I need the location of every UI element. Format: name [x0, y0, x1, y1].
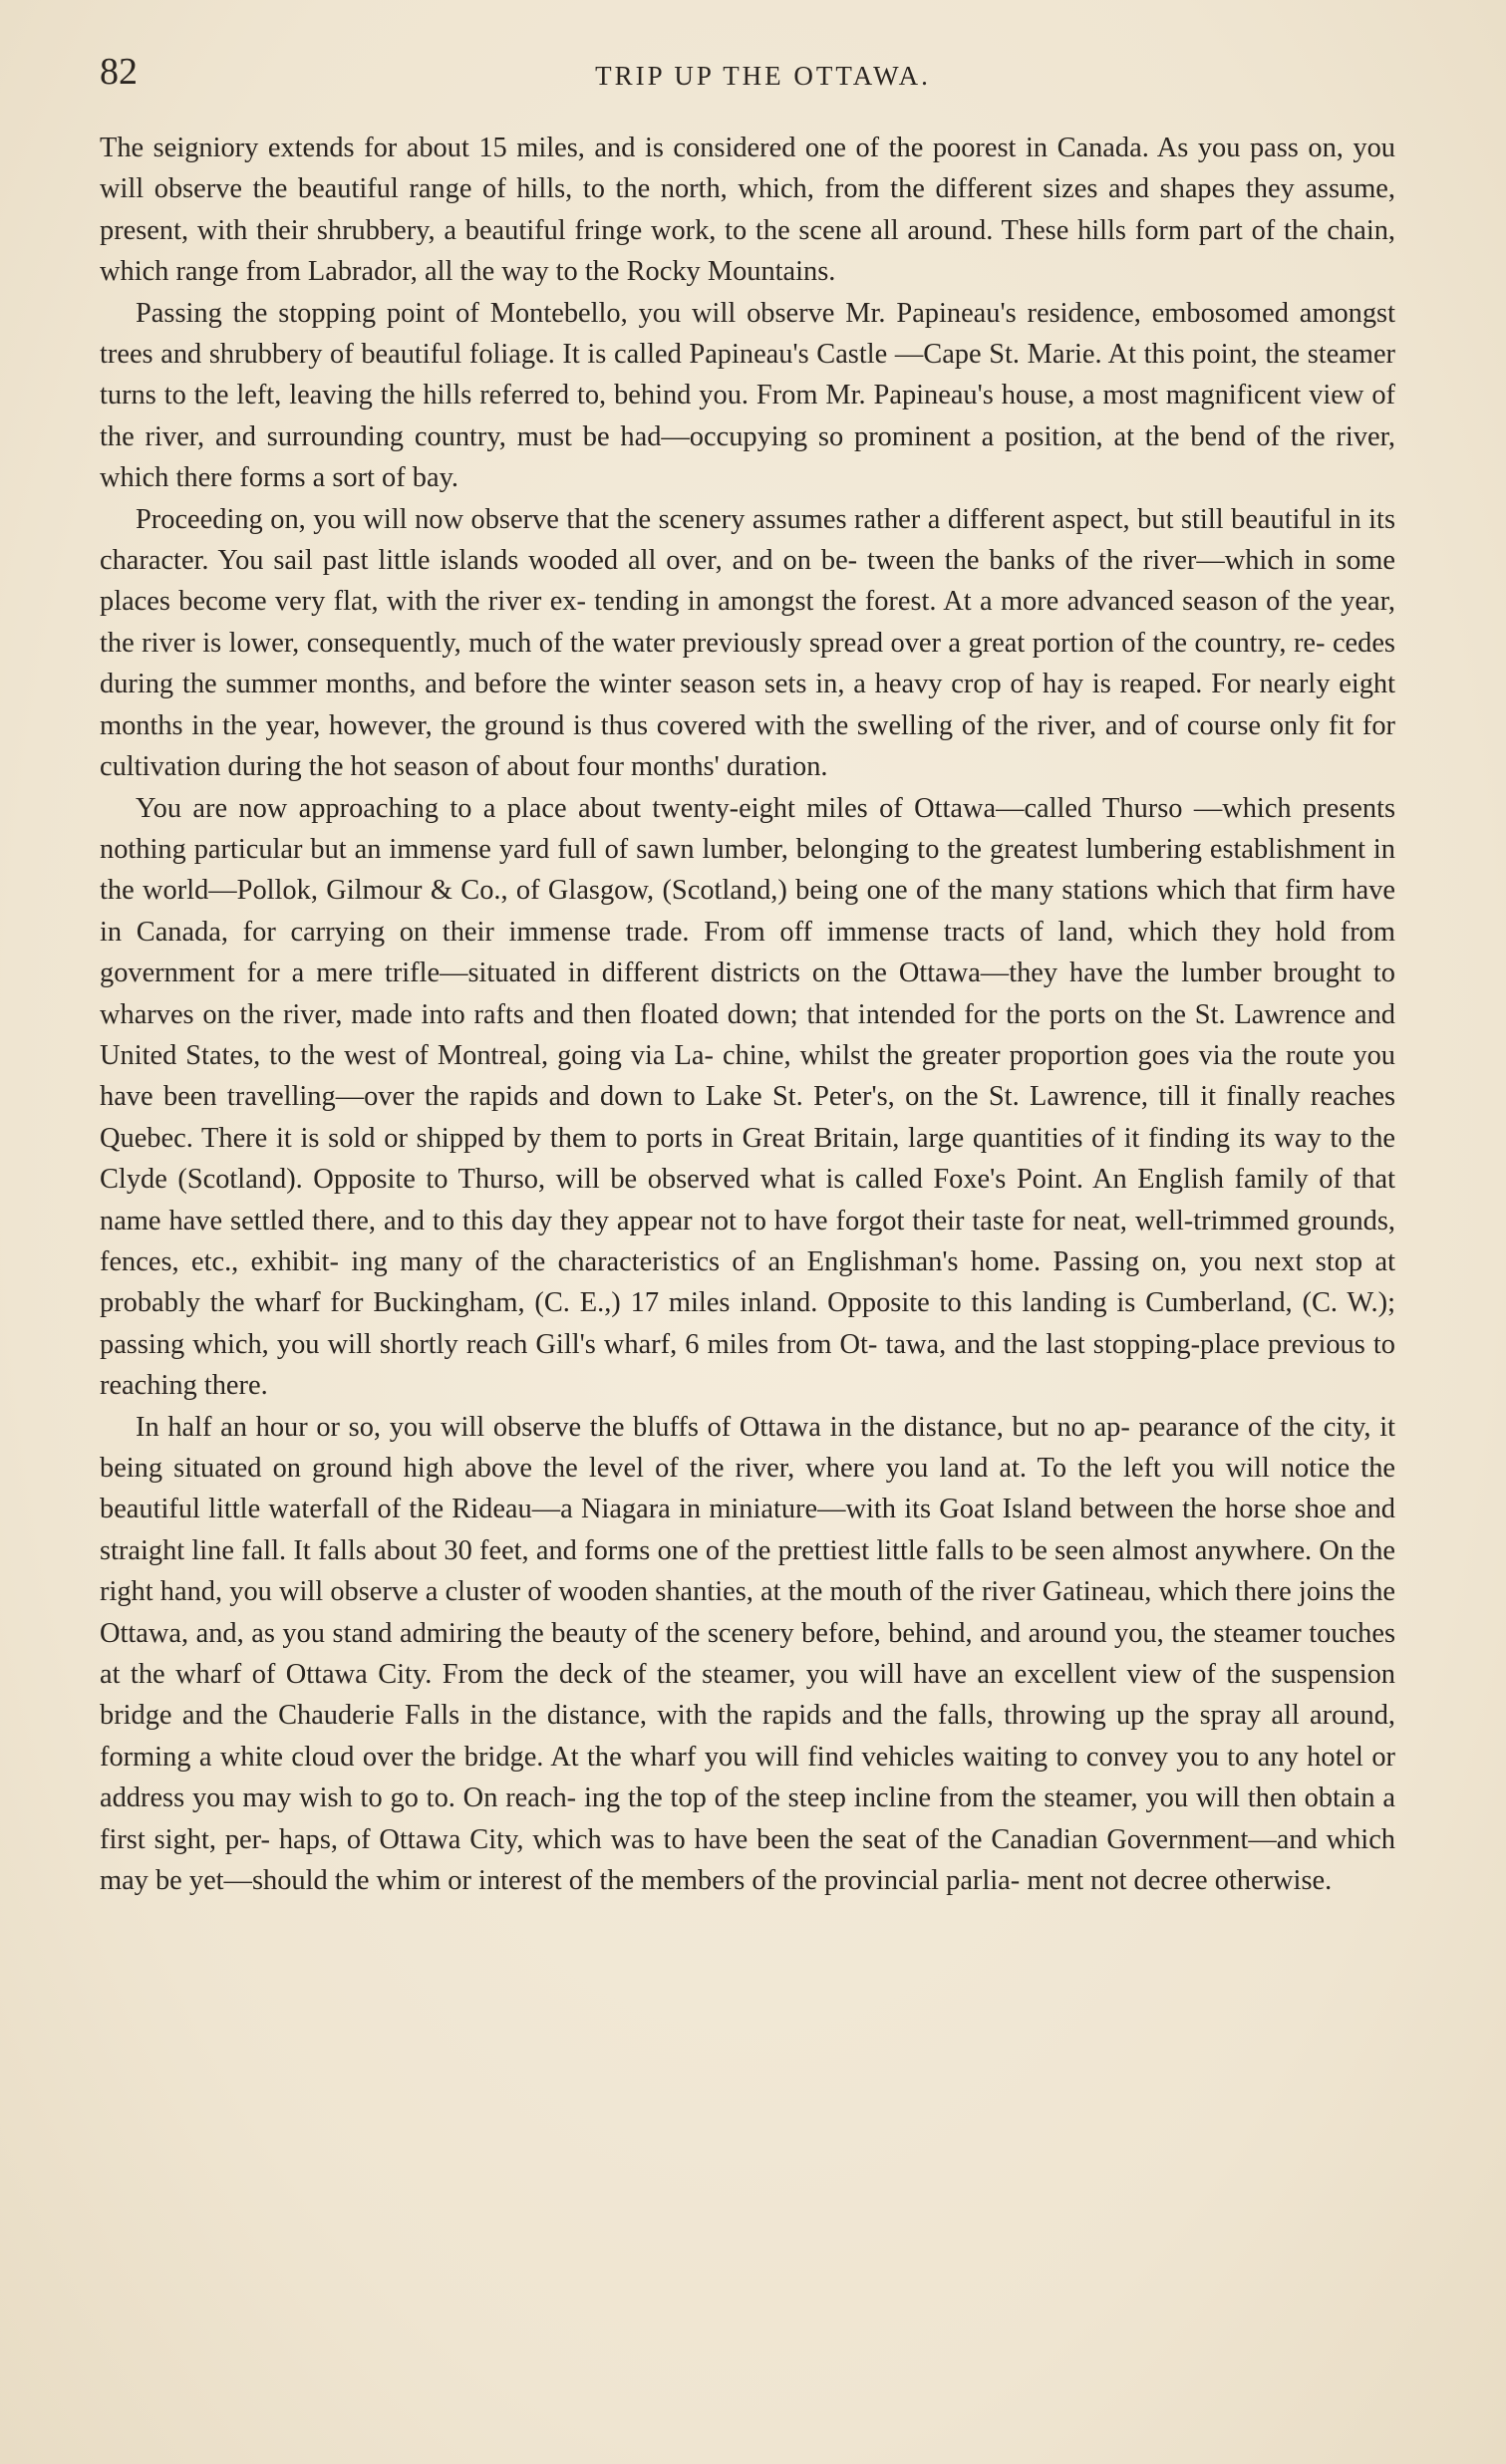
paragraph-seigniory: The seigniory extends for about 15 miles, and is considered one of the poorest in Canada. As you pass on, you will observe the beautiful range of hills, to the north, which, from the different sizes and shapes they assume, present, with their shrubbery, a beautiful fringe work, to the scene all around. These hills form part of the chain, which range from Labrador, all the way to the Rocky Mountains. — [100, 133, 1395, 288]
page-number: 82 — [100, 51, 138, 93]
running-title: TRIP UP THE OTTAWA. — [595, 61, 931, 91]
paragraph-montebello: Passing the stopping point of Montebello, you will observe Mr. Papineau's residence, embosomed amongst trees and shrubbery of beautiful foliage. It is called Papineau's Castle —Cape St. Marie. At this point, the steamer turns to the left, leaving the hills referred to, behind you. From Mr. Papineau's house, a most magnificent view of the river, and surrounding country, must be had—occupying so prominent a position, at the bend of the river, which there forms a sort of bay. — [100, 297, 1395, 494]
page-header — [100, 50, 1406, 94]
paragraph-ottawa-arrival: In half an hour or so, you will observe the bluffs of Ottawa in the distance, but no ap- pearance of the city, it being situated on ground high above the level of the river, where you land at. To the left you will notice the beautiful little waterfall of the Rideau—a Niagara in miniature—with its Goat Island between the horse shoe and straight line fall. It falls about 30 feet, and forms one of the prettiest little falls to be seen almost anywhere. On the right hand, you will observe a cluster of wooden shanties, at the mouth of the river Gatineau, which there joins the Ottawa, and, as you stand admiring the beauty of the scenery before, behind, and around you, the steamer touches at the wharf of Ottawa City. From the deck of the steamer, you will have an excellent view of the suspension bridge and the Chauderie Falls in the distance, with the rapids and the falls, throwing up the spray all around, forming a white cloud over the bridge. At the wharf you will find vehicles waiting to convey you to any hotel or address you may wish to go to. On reach- ing the top of the steep incline from the steamer, you will then obtain a first sight, per- haps, of Ottawa City, which was to have been the seat of the Canadian Government—and which may be yet—should the whim or interest of the members of the provincial parlia- ment not decree otherwise. — [100, 1411, 1395, 1897]
paragraph-thurso: You are now approaching to a place about twenty-eight miles of Ottawa—called Thurso —which presents nothing particular but an immense yard full of sawn lumber, belonging to the greatest lumbering establishment in the world—Pollok, Gilmour & Co., of Glasgow, (Scotland,) being one of the many stations which that firm have in Canada, for carrying on their immense trade. From off immense tracts of land, which they hold from government for a mere trifle—situated in different districts on the Ottawa—they have the lumber brought to wharves on the river, made into rafts and then floated down; that intended for the ports on the St. Lawrence and United States, to the west of Montreal, going via La- chine, whilst the greater proportion goes via the route you have been travelling—over the rapids and down to Lake St. Peter's, on the St. Lawrence, till it finally reaches Quebec. There it is sold or shipped by them to ports in Great Britain, large quantities of it finding its way to the Clyde (Scotland). Opposite to Thurso, will be observed what is called Foxe's Point. An English family of that name have settled there, and to this day they appear not to have forgot their taste for neat, well-trimmed grounds, fences, etc., exhibit- ing many of the characteristics of an Englishman's home. Passing on, you next stop at probably the wharf for Buckingham, (C. E.,) 17 miles inland. Opposite to this landing is Cumberland, (C. W.); passing which, you will shortly reach Gill's wharf, 6 miles from Ot- tawa, and the last stopping-place previous to reaching there. — [100, 792, 1395, 1402]
paragraph-scenery: Proceeding on, you will now observe that the scenery assumes rather a different aspect, but still beautiful in its character. You sail past little islands wooded all over, and on be- tween the banks of the river—which in some places become very flat, with the river ex- tending in amongst the forest. At a more advanced season of the year, the river is lower, consequently, much of the water previously spread over a great portion of the country, re- cedes during the summer months, and before the winter season sets in, a heavy crop of hay is reaped. For nearly eight months in the year, however, the ground is thus covered with the swelling of the river, and of course only fit for cultivation during the hot season of about four months' duration. — [100, 503, 1395, 783]
body-text — [100, 128, 1395, 1901]
